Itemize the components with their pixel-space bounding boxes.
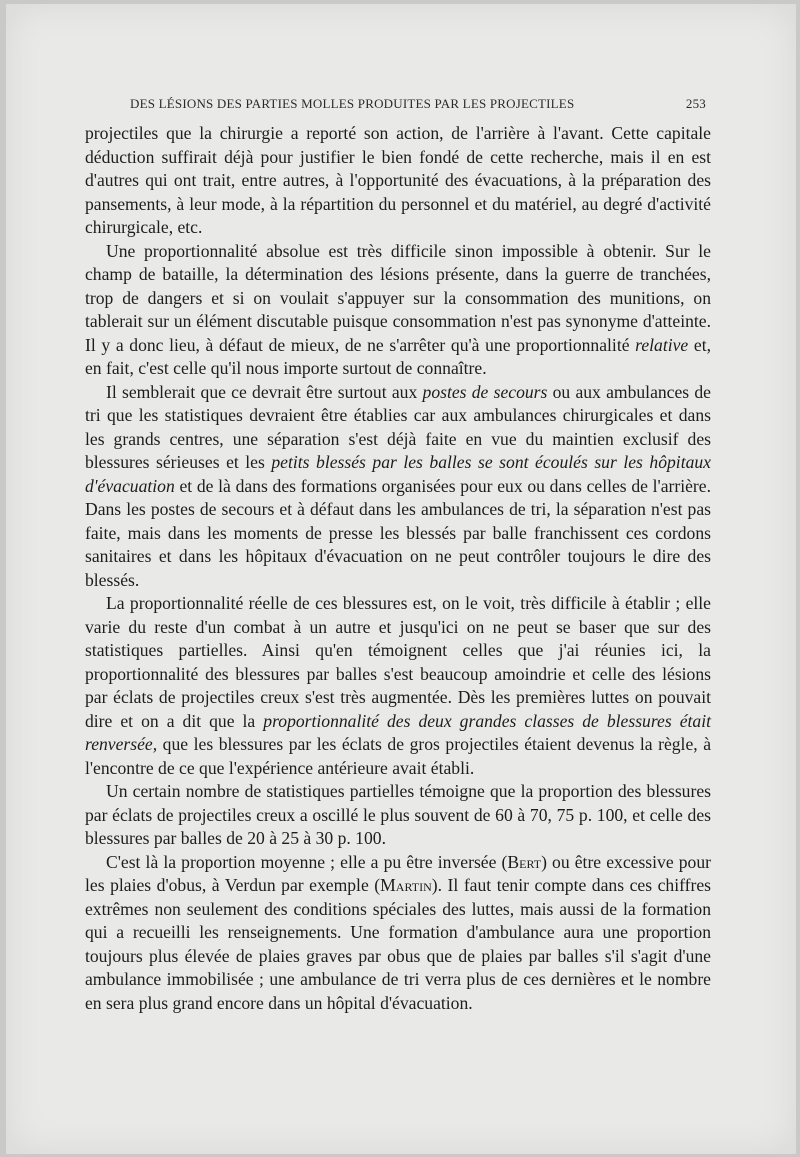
page-header <box>130 96 706 116</box>
running-title: DES LÉSIONS DES PARTIES MOLLES PRODUITES PAR LES PROJECTILES <box>130 96 575 111</box>
paragraph-2-text-b: et, en fait, c'est celle qu'il nous importe surtout de connaître. <box>85 334 711 378</box>
author-name-bert: Bert <box>507 851 542 872</box>
paragraph-3-emphasis-1: postes de secours <box>422 381 548 402</box>
paragraph-4-text-a: La proportionnalité réelle de ces blessures est, on le voit, très difficile à établir ; elle varie du reste d'un combat à un autre et jusqu'ici on ne peut se baser que sur des statistiques partielles. Ainsi qu'en témoignent celles que j'ai réunies ici, la proportionnalité des blessures par balles s'est beaucoup amoindrie et celle des lésions par éclats de projectiles creux s'est très augmentée. Dès les premières luttes on pouvait dire et on a dit que la <box>85 593 711 731</box>
paragraph-2-text-a: Une proportionnalité absolue est très difficile sinon impossible à obtenir. Sur le champ de bataille, la détermination des lésions présente, dans la guerre de tranchées, trop de dangers et si on voulait s'appuyer sur la consommation des munitions, on tablerait sur un élément discutable puisque consommation n'est pas synonyme d'atteinte. Il y a donc lieu, à défaut de mieux, de ne s'arrêter qu'à une proportionnalité <box>85 240 711 355</box>
paragraph-3-text-c: et de là dans des formations organisées pour eux ou dans celles de l'arrière. Dans les postes de secours et à défaut dans les ambulances de tri, la séparation n'est pas faite, mais dans les moments de presse les blessés par balle franchissent ces cordons sanitaires et dans les hôpitaux d'évacuation on ne peut contrôler toujours le dire des blessés. <box>85 475 711 590</box>
paragraph-1: projectiles que la chirurgie a reporté son action, de l'arrière à l'avant. Cette capitale déduction suffirait déjà pour justifier le bien fondé de cette recherche, mais il en est d'autres qui ont trait, entre autres, à l'opportunité des évacuations, à la préparation des pansements, à leur mode, à la répartition du personnel et du matériel, au degré d'activité chirurgicale, etc. <box>85 123 711 237</box>
paragraph-2 <box>85 240 711 381</box>
paragraph-3-text-a: Il semblerait que ce devrait être surtout aux <box>106 381 423 402</box>
paragraph-2-emphasis: relative <box>635 334 689 355</box>
paragraph-6-text-a: C'est là la proportion moyenne ; elle a pu être inversée ( <box>106 851 508 872</box>
paragraph-3-text-b: ou aux ambulances de tri que les statistiques devraient être établies car aux ambulances chirurgicales et dans les grands centres, une séparation s'est déjà faite en vue du maintien exclusif des blessures sérieuses et les <box>85 381 711 472</box>
paragraph-6-text-b: ) ou être excessive pour les plaies d'obus, à Verdun par exemple ( <box>85 851 711 895</box>
author-name-martin: Martin <box>380 875 432 895</box>
paragraph-5: Un certain nombre de statistiques partielles témoigne que la proportion des blessures par éclats de projectiles creux a oscillé le plus souvent de 60 à 70, 75 p. 100, et celle des blessures par balles de 20 à 25 à 30 p. 100. <box>85 781 711 848</box>
body-text <box>85 122 711 1015</box>
paragraph-4 <box>85 592 711 780</box>
paragraph-3-emphasis-2: petits blessés par les balles se sont écoulés sur les hôpitaux d'évacuation <box>85 452 711 496</box>
book-page <box>6 4 796 1154</box>
paragraph-6-text-c: ). Il faut tenir compte dans ces chiffres extrêmes non seulement des conditions spéciales des luttes, mais aussi de la formation qui a recueilli les renseignements. Une formation d'ambulance aura une proportion toujours plus élevée de plaies graves par obus que de plaies par balles s'il s'agit d'une ambulance immobilisée ; une ambulance de tri verra plus de ces dernières et le nombre en sera plus grand encore dans un hôpital d'évacuation. <box>85 875 711 1013</box>
paragraph-4-emphasis: proportionnalité des deux grandes classes de blessures était renversée, <box>85 710 711 754</box>
page-number: 253 <box>685 96 706 111</box>
paragraph-6 <box>85 851 711 1016</box>
paragraph-3 <box>85 381 711 593</box>
paragraph-4-text-b: que les blessures par les éclats de gros projectiles étaient devenus la règle, à l'encontre de ce que l'expérience antérieure avait établi. <box>85 734 711 778</box>
